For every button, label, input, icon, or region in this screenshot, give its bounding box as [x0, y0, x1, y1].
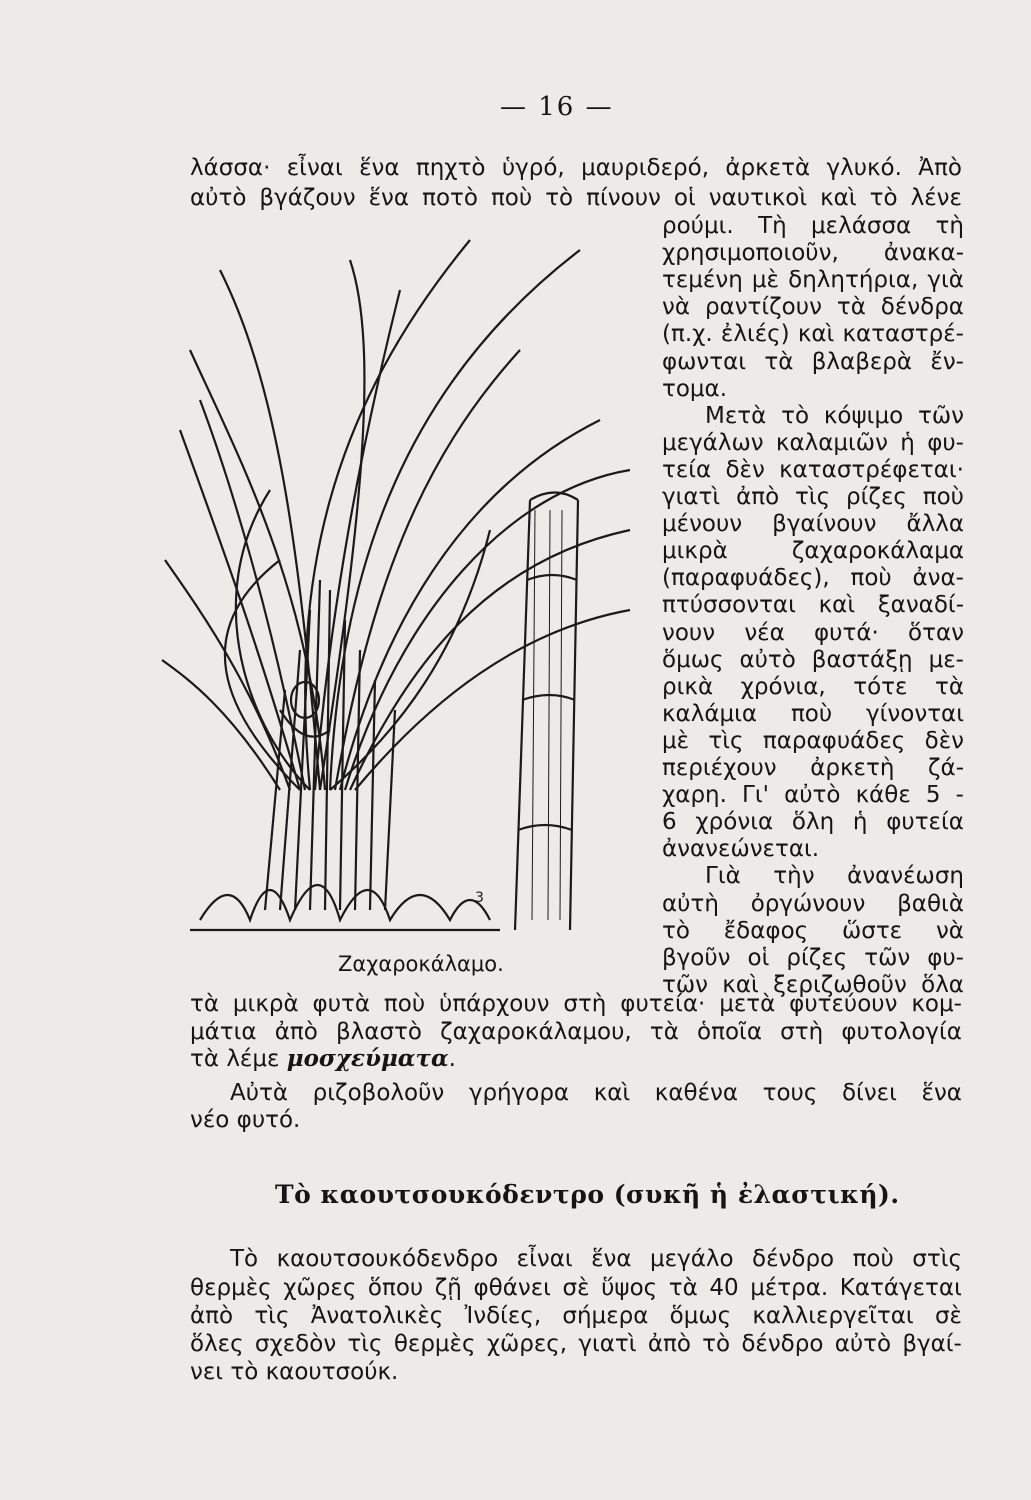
word: ρούμι.	[662, 213, 734, 239]
word: ὅμως	[662, 647, 724, 673]
column-line	[662, 484, 964, 510]
word: αὐτὸ	[784, 782, 841, 808]
word: ἀπὸ	[647, 1331, 691, 1357]
word: βγάζουν	[259, 185, 356, 211]
word: τὸ	[662, 918, 690, 944]
word: (π.χ.	[662, 321, 713, 347]
word: ναυτικοὶ	[708, 185, 808, 211]
word: καουτσουκόδενδρο	[276, 1246, 499, 1272]
word: αὐτὸ	[739, 647, 796, 673]
word: ἄλλα	[906, 511, 964, 537]
section-heading: Τὸ καουτσουκόδεντρο (συκῆ ἡ ἐλαστική).	[275, 1180, 900, 1209]
word: βαθιὰ	[897, 891, 964, 917]
word: γρήγορα	[468, 1080, 570, 1106]
word: καλλιεργεῖται	[752, 1303, 914, 1329]
word: τῶν	[918, 403, 964, 429]
word: ἕνα	[921, 1080, 962, 1106]
word: αὐτὴ	[662, 891, 719, 917]
word: Κατάγεται	[839, 1275, 962, 1301]
word: περιέχουν	[662, 755, 777, 781]
word: φυτεία	[886, 809, 964, 835]
text-line: νέο φυτό.	[190, 1107, 301, 1133]
column-line	[662, 674, 964, 700]
word: καὶ	[593, 1080, 631, 1106]
word: δένδρο	[741, 1331, 824, 1357]
column-line	[662, 294, 964, 320]
word: ἕνα	[368, 185, 410, 211]
word: γιατὶ	[578, 1331, 637, 1357]
word: 6	[662, 809, 677, 835]
word: ποτὸ	[422, 185, 478, 211]
word: ὑγρό,	[501, 155, 565, 181]
column-line	[662, 945, 964, 971]
column-line	[662, 538, 964, 564]
word: ὥστε	[842, 918, 903, 944]
word: τὰ	[764, 349, 794, 375]
column-line	[662, 809, 964, 835]
word: βλαβερὰ	[811, 349, 913, 375]
word: οἱ	[673, 185, 696, 211]
word: μικρὰ	[662, 538, 728, 564]
word: Γιὰ	[705, 863, 741, 889]
word: 5	[925, 782, 941, 808]
word: ἀπὸ	[274, 1019, 318, 1045]
word: χῶρες	[283, 1275, 357, 1301]
word: ὅλες	[190, 1331, 244, 1357]
word: τότε	[853, 674, 908, 700]
word: ζῇ	[434, 1275, 462, 1301]
word: ζά-	[928, 755, 964, 781]
word: ὑπάρχουν	[439, 991, 550, 1017]
word: ποὺ	[850, 565, 892, 591]
word: δηλητήρια,	[788, 267, 919, 293]
word: -	[955, 782, 964, 808]
word: Ἀνατολικὲς	[310, 1303, 444, 1329]
word: σχεδὸν	[254, 1331, 337, 1357]
word: με-	[928, 647, 964, 673]
word: τὰ	[934, 674, 964, 700]
word: χαρη.	[662, 782, 727, 808]
word: ἡ	[852, 809, 868, 835]
column-line	[662, 701, 964, 727]
word: ζαχαροκάλαμου,	[440, 1019, 632, 1045]
word: νουν	[662, 620, 716, 646]
word: ὕψος	[601, 1275, 658, 1301]
word: μὲ	[662, 728, 690, 754]
word: νὰ	[662, 294, 691, 320]
word: ρίζες	[786, 945, 848, 971]
word: μαυριδερό,	[581, 155, 710, 181]
column-line	[662, 430, 964, 456]
word: γλυκό.	[826, 155, 902, 181]
page-number: — 16 —	[500, 92, 614, 122]
word: μέτρα.	[750, 1275, 829, 1301]
word: αὐτὸ	[834, 1331, 892, 1357]
word: τὶς	[254, 1303, 290, 1329]
word: φθάνει	[473, 1275, 551, 1301]
word: γιατὶ	[662, 484, 721, 510]
word: εἶναι	[516, 1246, 573, 1272]
word: βγαί-	[902, 1331, 962, 1357]
word: τεία	[662, 457, 712, 483]
word: πτύσσονται	[662, 592, 796, 618]
word: φυτὰ	[312, 991, 371, 1017]
word: ποὺ	[852, 1246, 894, 1272]
word: ἀνακα-	[883, 240, 964, 266]
word: σήμερα	[562, 1303, 649, 1329]
column-line	[662, 565, 964, 591]
word: φυτολογία	[841, 1019, 962, 1045]
word: Ἰνδίες,	[464, 1303, 542, 1329]
word: τὰ	[668, 1275, 698, 1301]
word: κάθε	[855, 782, 911, 808]
word: ὅλα	[921, 972, 964, 998]
word: τῶν	[662, 972, 708, 998]
word: δὲν	[725, 457, 765, 483]
text-line	[190, 1275, 962, 1301]
word: τὴ	[935, 213, 964, 239]
word: ὅπου	[367, 1275, 424, 1301]
word: ξεριζωθοῦν	[773, 972, 907, 998]
word: Ἀπὸ	[918, 155, 962, 181]
word: ὅλη	[791, 809, 835, 835]
term-mosxeumata: μοσχεύματα	[286, 1045, 449, 1072]
word: δένδρα	[880, 294, 964, 320]
word: σὲ	[562, 1275, 590, 1301]
word: αὐτὸ	[190, 185, 247, 211]
word: ὁποῖα	[697, 1019, 762, 1045]
word: καὶ	[818, 592, 856, 618]
word: Γι'	[742, 782, 769, 808]
word: κόψιμο	[823, 403, 904, 429]
word: τὴν	[773, 863, 815, 889]
word: ἐλιές)	[720, 321, 790, 347]
word: ποὺ	[790, 701, 833, 727]
word: φυ-	[927, 945, 964, 971]
word: μεγάλων	[662, 430, 764, 456]
word: ραντίζουν	[704, 294, 822, 320]
word: ξαναδί-	[877, 592, 964, 618]
word: λένε	[910, 185, 962, 211]
word: τὰ	[190, 991, 220, 1017]
word: 40	[709, 1275, 739, 1301]
word: μάτια	[190, 1019, 257, 1045]
column-line	[662, 511, 964, 537]
word: φυ-	[927, 430, 964, 456]
word: τεμένη	[662, 267, 743, 293]
word: γίνονται	[866, 701, 964, 727]
word: τὰ	[649, 1019, 679, 1045]
word: ἀρκετὰ	[725, 155, 811, 181]
column-line	[662, 240, 964, 266]
text-line-term	[190, 1046, 456, 1072]
word: ποὺ	[922, 484, 964, 510]
word: δίνει	[841, 1080, 897, 1106]
text-line: νει τὸ καουτσούκ.	[190, 1359, 399, 1385]
word: ἀπὸ	[736, 484, 780, 510]
word: οἱ	[747, 945, 770, 971]
word: βγοῦν	[662, 945, 731, 971]
column-line	[662, 457, 964, 483]
word: τὸ	[702, 1331, 731, 1357]
word: φυτεία·	[620, 991, 706, 1017]
column-line	[662, 267, 964, 293]
word: βγαίνουν	[772, 511, 877, 537]
word: μεγάλο	[650, 1246, 734, 1272]
word: ὅταν	[908, 620, 964, 646]
word: χῶρες,	[486, 1331, 568, 1357]
svg-text:3: 3	[475, 890, 484, 906]
word: καλάμια	[662, 701, 758, 727]
word: καὶ	[722, 972, 759, 998]
word: νέα	[744, 620, 785, 646]
word: ἀπὸ	[190, 1303, 234, 1329]
column-line	[662, 213, 964, 239]
word: φυτά·	[814, 620, 879, 646]
word: ἀρκετὴ	[810, 755, 895, 781]
word: γιὰ	[927, 267, 964, 293]
word: τὸ	[545, 185, 574, 211]
text-line	[230, 1246, 962, 1272]
word: φυτεύουν	[789, 991, 898, 1017]
word: δένδρο	[752, 1246, 835, 1272]
column-line: ἀνανεώνεται.	[662, 836, 820, 862]
word: φωνται	[662, 349, 747, 375]
column-line	[662, 782, 964, 808]
word: ποὺ	[490, 185, 533, 211]
text-line	[230, 1080, 962, 1106]
word: (παραφυάδες),	[662, 565, 830, 591]
word: νὰ	[935, 918, 964, 944]
column-line	[662, 755, 964, 781]
word: Τὸ	[230, 1246, 259, 1272]
word: ἔν-	[930, 349, 964, 375]
sugarcane-illustration	[160, 230, 660, 940]
word: τὶς	[708, 728, 744, 754]
word: μελάσσα	[811, 213, 912, 239]
word: καὶ	[797, 321, 835, 347]
word: τὶς	[795, 484, 831, 510]
column-line	[705, 403, 964, 429]
word: μετὰ	[719, 991, 776, 1017]
column-line	[662, 891, 964, 917]
word: κομ-	[911, 991, 962, 1017]
word: θερμὲς	[190, 1275, 272, 1301]
column-line	[662, 647, 964, 673]
word: χρόνια,	[740, 674, 826, 700]
word: ὀργώνουν	[750, 891, 866, 917]
text-line	[190, 185, 962, 211]
text-line	[190, 155, 962, 181]
column-line	[662, 918, 964, 944]
column-line	[662, 728, 964, 754]
word: Τὴ	[758, 213, 787, 239]
word: τὶς	[347, 1331, 383, 1357]
column-line: τομα.	[662, 376, 728, 402]
word: στὴ	[563, 991, 607, 1017]
word: χρόνια	[695, 809, 774, 835]
text-line	[190, 991, 962, 1017]
word: τους	[762, 1080, 818, 1106]
column-line	[662, 620, 964, 646]
word: βαστάξῃ	[811, 647, 913, 673]
word: ὅμως	[669, 1303, 732, 1329]
word: τὰ	[836, 294, 866, 320]
word: καλαμιῶν	[775, 430, 888, 456]
word: μικρὰ	[232, 991, 299, 1017]
word: ἔδαφος	[723, 918, 809, 944]
word: καὶ	[820, 185, 857, 211]
text-line	[190, 1019, 962, 1045]
column-line	[662, 592, 964, 618]
word: ἀνανέωση	[847, 863, 964, 889]
column-line	[662, 321, 964, 347]
text-line	[190, 1331, 962, 1357]
word: καθένα	[654, 1080, 739, 1106]
word: καταστρέ-	[842, 321, 964, 347]
word: στὴ	[780, 1019, 824, 1045]
column-line	[662, 349, 964, 375]
word: ρικὰ	[662, 674, 714, 700]
word: δὲν	[924, 728, 964, 754]
word: ρίζες	[846, 484, 907, 510]
word: χρησιμοποιοῦν,	[662, 240, 839, 266]
word: Μετὰ	[705, 403, 767, 429]
word: μένουν	[662, 511, 743, 537]
figure-caption: Ζαχαροκάλαμο.	[338, 952, 504, 976]
word: παραφυάδες	[762, 728, 906, 754]
word: τὸ	[781, 403, 810, 429]
word: Αὐτὰ	[230, 1080, 289, 1106]
word: στὶς	[912, 1246, 962, 1272]
word: ἕνα	[591, 1246, 632, 1272]
word: σὲ	[934, 1303, 962, 1329]
word: ποὺ	[383, 991, 426, 1017]
term-prefix: τὰ λέμε	[190, 1046, 280, 1072]
text-line	[190, 1303, 962, 1329]
word: λάσσα·	[190, 155, 271, 181]
word: ἀνα-	[912, 565, 964, 591]
word: καταστρέφεται·	[779, 457, 964, 483]
word: ριζοβολοῦν	[312, 1080, 445, 1106]
word: εἶναι	[286, 155, 343, 181]
term-suffix: .	[448, 1046, 456, 1072]
word: ζαχαροκάλαμα	[791, 538, 964, 564]
word: ἡ	[900, 430, 915, 456]
word: τὸ	[869, 185, 898, 211]
word: πηχτὸ	[415, 155, 486, 181]
word: θερμὲς	[393, 1331, 476, 1357]
word: βλαστὸ	[336, 1019, 422, 1045]
word: μὲ	[751, 267, 779, 293]
column-line	[705, 863, 964, 889]
word: πίνουν	[586, 185, 661, 211]
word: ἕνα	[359, 155, 400, 181]
word: τῶν	[864, 945, 911, 971]
